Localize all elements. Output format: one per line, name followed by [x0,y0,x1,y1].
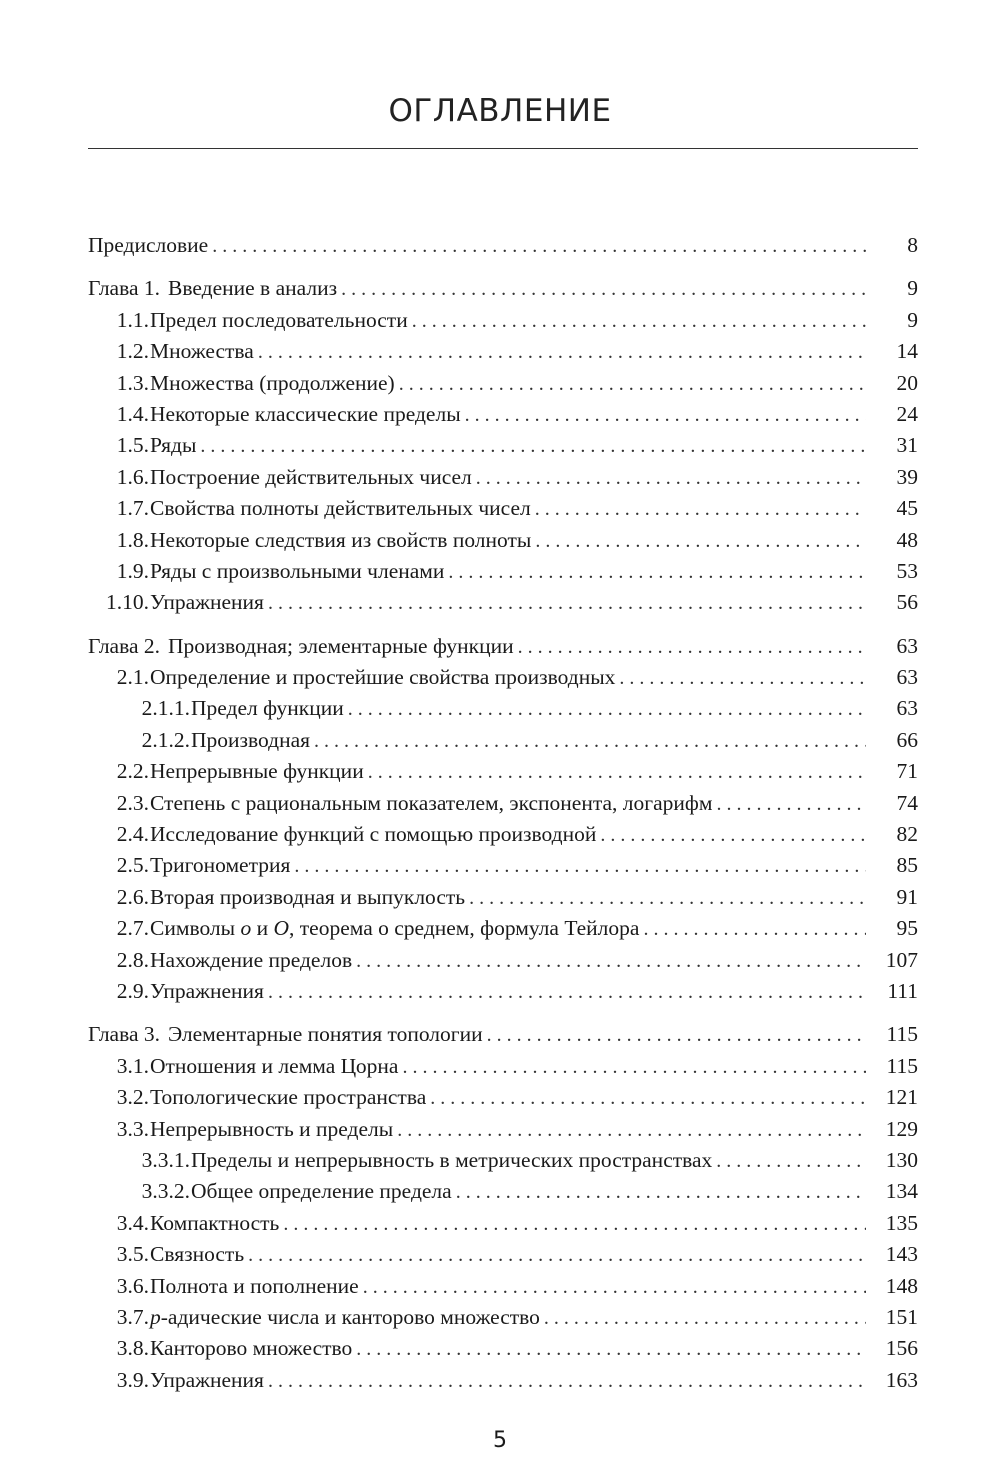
toc-entry-title: Построение действительных чисел [150,464,472,489]
toc-section-number: 1.9. [116,558,149,583]
toc-subsection[interactable] [88,1145,918,1176]
toc-entry-page: 31 [896,433,918,458]
dot-leader [268,588,866,619]
toc-entry-page: 45 [896,496,918,521]
page-title: ОГЛАВЛЕНИЕ [388,93,612,129]
toc-section[interactable] [88,587,918,618]
toc-entry-title: Канторово множество [150,1336,353,1361]
dot-leader [200,431,866,462]
dot-leader [402,1052,866,1083]
toc-entry-title: Множества [150,339,254,364]
toc-section-number: 1.6. [116,464,149,489]
toc-section-number: 3.4. [116,1210,149,1235]
dot-leader [248,1240,866,1271]
toc-entry-page: 143 [885,1242,918,1267]
toc-subsection[interactable] [88,1176,918,1207]
toc-section-number: 2.9. [116,978,149,1003]
toc-section-number: 2.2. [116,759,149,784]
toc-section[interactable] [88,788,918,819]
toc-section[interactable] [88,525,918,556]
toc-subsection[interactable] [88,725,918,756]
toc-section[interactable] [88,493,918,524]
toc-entry-page: 151 [885,1304,918,1329]
dot-leader [268,1366,866,1397]
toc-entry-title: Полнота и пополнение [150,1273,359,1298]
toc-section[interactable] [88,756,918,787]
toc-section[interactable] [88,1208,918,1239]
toc-entry-title: Вторая производная и выпуклость [150,884,466,909]
toc-entry-title: Связность [150,1242,245,1267]
toc-entry-title: Непрерывность и пределы [150,1116,394,1141]
toc-entry-title: Производная; элементарные функции [168,633,514,658]
symbol-p: p [150,1304,161,1329]
toc-section[interactable] [88,662,918,693]
dot-leader [356,1334,866,1365]
toc-section-number: 2.3. [116,790,149,815]
toc-section-number: 3.5. [116,1242,149,1267]
toc-section-number: 2.8. [116,947,149,972]
dot-leader [465,400,866,431]
toc-section[interactable] [88,1114,918,1145]
toc-entry-page: 129 [885,1116,918,1141]
toc-section[interactable] [88,462,918,493]
dot-leader [314,726,866,757]
toc-entry-title: Топологические пространства [150,1085,427,1110]
dot-leader [356,946,866,977]
toc-section-number: 3.1. [116,1053,149,1078]
toc-entry-title: Упражнения [150,1367,264,1392]
toc-chapter[interactable] [88,273,918,304]
toc-entry-page: 63 [896,665,918,690]
toc-entry-page: 115 [886,1053,918,1078]
toc-entry-title: Ряды [150,433,197,458]
toc-entry-title: Пределы и непрерывность в метрических пространствах [191,1147,713,1172]
toc-entry-page: 20 [896,370,918,395]
dot-leader [294,851,866,882]
dot-leader [348,694,866,725]
toc-entry-title: Исследование функций с помощью производной [150,822,597,847]
toc-section-number: 3.7. [116,1304,149,1329]
toc-section[interactable] [88,819,918,850]
dot-leader [518,632,866,663]
toc-entry-page: 121 [885,1085,918,1110]
toc-section-number: 1.3. [116,370,149,395]
toc-entry-title: Непрерывные функции [150,759,364,784]
toc-chapter-number: Глава 3. [88,1022,160,1047]
toc-section[interactable] [88,430,918,461]
toc-section-number: 2.7. [116,916,149,941]
toc-chapter[interactable] [88,631,918,662]
toc-section[interactable] [88,399,918,430]
dot-leader [341,274,866,305]
toc-entry-title: Общее определение предела [191,1179,452,1204]
toc-entry-page: 9 [907,276,918,301]
toc-section-number: 1.2. [116,339,149,364]
dot-leader [619,663,866,694]
toc-entry-page: 8 [907,233,918,257]
title-rule [88,148,918,149]
toc-section[interactable] [88,556,918,587]
toc-section-number: 1.7. [116,496,149,521]
toc-entry-title: Упражнения [150,590,264,615]
toc-section-number: 2.6. [116,884,149,909]
toc-section[interactable] [88,368,918,399]
dot-leader [469,883,866,914]
toc-section-number: 1.4. [116,401,149,426]
toc-section[interactable] [88,945,918,976]
toc-entry-page: 82 [896,822,918,847]
toc-entry-page: 111 [887,978,918,1003]
toc-section-number: 3.6. [116,1273,149,1298]
symbol-big-o: O [273,916,290,941]
toc-entry-page: 53 [896,558,918,583]
toc-section-number: 1.1. [116,307,149,332]
toc-entry-title: Свойства полноты действительных чисел [150,496,531,521]
toc-section[interactable] [88,913,918,944]
toc-section-number: 3.2. [116,1085,149,1110]
toc-entry-title: Предисловие [88,233,209,257]
table-of-contents [88,230,918,1396]
dot-leader [283,1209,866,1240]
toc-entry-title: Нахождение пределов [150,947,353,972]
dot-leader [535,526,866,557]
toc-section-number: 3.3. [116,1116,149,1141]
toc-section[interactable] [88,1082,918,1113]
dot-leader [397,1115,866,1146]
dot-leader [258,337,866,368]
toc-entry-title: Отношения и лемма Цорна [150,1053,399,1078]
toc-section[interactable] [88,1239,918,1270]
dot-leader [430,1083,866,1114]
toc-entry-title: Некоторые следствия из свойств полноты [150,527,532,552]
toc-section[interactable] [88,976,918,1007]
toc-entry-page: 24 [896,401,918,426]
toc-entry-page: 63 [896,696,918,721]
dot-leader [716,789,866,820]
toc-section-number: 3.9. [116,1367,149,1392]
dot-leader [268,977,866,1008]
toc-entry-title: Некоторые классические пределы [150,401,461,426]
toc-entry-title [149,913,639,944]
toc-subsection-number: 2.1.2. [141,727,190,752]
dot-leader [212,231,866,262]
toc-section[interactable] [88,1333,918,1364]
toc-entry-page: 115 [886,1022,918,1047]
toc-entry-page: 134 [885,1179,918,1204]
toc-section-number: 3.8. [116,1336,149,1361]
toc-section[interactable] [88,305,918,336]
dot-leader [643,914,866,945]
toc-subsection-number: 3.3.1. [141,1147,190,1172]
toc-entry-title: Введение в анализ [168,276,338,301]
toc-entry-title: Элементарные понятия топологии [168,1022,483,1047]
toc-section-number: 2.1. [116,665,149,690]
toc-chapter[interactable] [88,1019,918,1050]
toc-section-number: 1.10. [106,590,149,615]
toc-entry-page: 95 [896,916,918,941]
title-part: , теорема о среднем, формула Тейлора [289,916,640,941]
dot-leader [487,1020,866,1051]
toc-entry-page: 135 [885,1210,918,1235]
toc-section[interactable] [88,882,918,913]
toc-entry-page: 163 [885,1367,918,1392]
toc-section[interactable] [88,1271,918,1302]
toc-entry-page: 48 [896,527,918,552]
title-part: и [251,916,274,941]
toc-entry-page: 71 [896,759,918,784]
toc-entry-page: 107 [885,947,918,972]
toc-entry-page: 66 [896,727,918,752]
dot-leader [600,820,866,851]
toc-entry-title [149,1302,540,1333]
toc-entry-page: 156 [885,1336,918,1361]
dot-leader [399,369,866,400]
dot-leader [448,557,866,588]
symbol-small-o: o [240,916,252,941]
toc-entry-page: 74 [896,790,918,815]
toc-entry-page: 130 [885,1147,918,1172]
toc-entry-page: 56 [896,590,918,615]
toc-entry[interactable] [88,230,918,261]
toc-subsection-number: 3.3.2. [141,1179,190,1204]
toc-chapter-number: Глава 2. [88,633,160,658]
dot-leader [544,1303,866,1334]
toc-entry-page: 39 [896,464,918,489]
toc-section-number: 1.5. [116,433,149,458]
toc-entry-title: Ряды с произвольными членами [150,558,445,583]
dot-leader [456,1177,866,1208]
toc-entry-title: Производная [191,727,311,752]
toc-section-number: 2.4. [116,822,149,847]
toc-entry-title: Упражнения [150,978,264,1003]
title-part: Символы [150,916,241,941]
toc-entry-page: 148 [885,1273,918,1298]
toc-entry-page: 63 [896,633,918,658]
toc-section[interactable] [88,1051,918,1082]
toc-section[interactable] [88,336,918,367]
toc-entry-title: Компактность [150,1210,280,1235]
toc-entry-title: Множества (продолжение) [150,370,395,395]
page-number: 5 [493,1428,507,1453]
toc-entry-page: 14 [896,339,918,364]
toc-entry-title: Предел функции [191,696,344,721]
dot-leader [363,1272,866,1303]
dot-leader [535,494,866,525]
dot-leader [476,463,866,494]
toc-section[interactable] [88,850,918,881]
title-part: -адические числа и канторово множество [160,1304,540,1329]
toc-entry-title: Определение и простейшие свойства производных [150,665,616,690]
toc-subsection-number: 2.1.1. [141,696,190,721]
dot-leader [412,306,866,337]
toc-entry-page: 85 [896,853,918,878]
toc-subsection[interactable] [88,693,918,724]
toc-section-number: 2.5. [116,853,149,878]
toc-section[interactable] [88,1302,918,1333]
dot-leader [368,757,866,788]
toc-chapter-number: Глава 1. [88,276,160,301]
toc-entry-page: 91 [896,884,918,909]
toc-entry-title: Тригонометрия [150,853,291,878]
toc-entry-title: Степень с рациональным показателем, экспонента, логарифм [150,790,713,815]
toc-entry-page: 9 [907,307,918,332]
toc-section-number: 1.8. [116,527,149,552]
dot-leader [716,1146,866,1177]
toc-entry-title: Предел последовательности [150,307,408,332]
toc-section[interactable] [88,1365,918,1396]
